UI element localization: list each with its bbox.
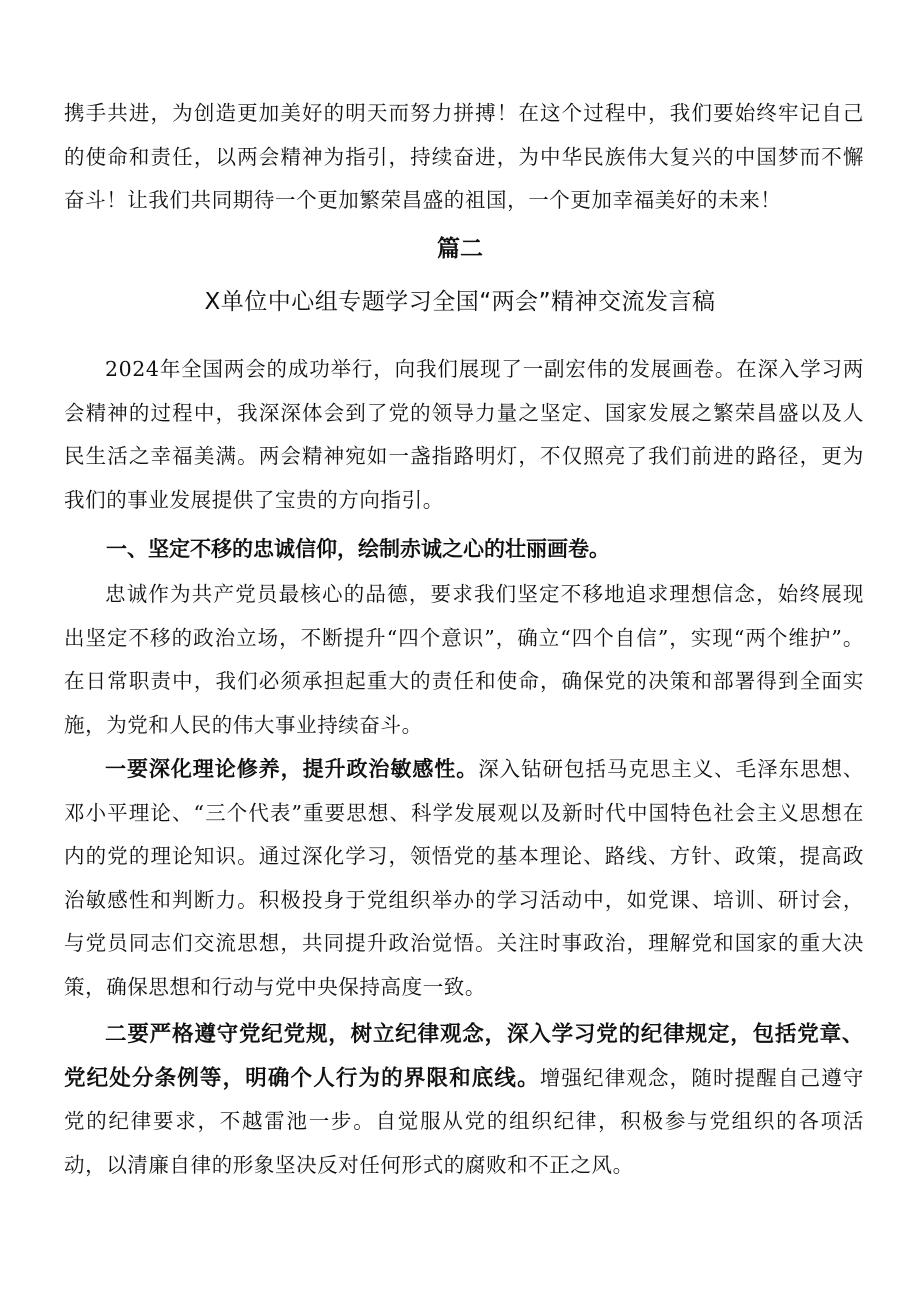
- point-2-body: 增强纪律观念，随时提醒自己遵守党的纪律要求，不越雷池一步。自觉服从党的组织纪律，积极参与党组织的各项活动，以清廉自律的形象坚决反对任何形式的腐败和不正之风。: [64, 1065, 865, 1177]
- point-2-paragraph: [64, 1013, 864, 1187]
- loyalty-paragraph: [64, 573, 864, 747]
- part-label: 篇二: [437, 236, 483, 262]
- document-title: X单位中心组专题学习全国“两会”精神交流发言稿: [204, 289, 716, 315]
- point-2-lead: 二要严格遵守党纪党规，树立纪律观念，深入学习党的纪律规定，包括党章、党纪处分条例等，明确个人行为的界限和底线。: [64, 1022, 864, 1091]
- opening-paragraph: [64, 348, 864, 522]
- opening-text: 2024年全国两会的成功举行，向我们展现了一副宏伟的发展画卷。在深入学习两会精神的过程中，我深深体会到了党的领导力量之坚定、国家发展之繁荣昌盛以及人民生活之幸福美满。两会精神宛如一盏指路明灯，不仅照亮了我们前进的路径，更为我们的事业发展提供了宝贵的方向指引。: [64, 357, 864, 512]
- intro-text: 携手共进，为创造更加美好的明天而努力拼搏！在这个过程中，我们要始终牢记自己的使命和责任，以两会精神为指引，持续奋进，为中华民族伟大复兴的中国梦而不懈奋斗！让我们共同期待一个更加繁荣昌盛的祖国，一个更加幸福美好的未来！: [64, 101, 864, 212]
- section-1-heading: 一、坚定不移的忠诚信仰，绘制赤诚之心的壮丽画卷。: [106, 537, 610, 561]
- loyalty-text: 忠诚作为共产党员最核心的品德，要求我们坚定不移地追求理想信念，始终展现出坚定不移的政治立场，不断提升“四个意识”，确立“四个自信”，实现“两个维护”。在日常职责中，我们必须承担起重大的责任和使命，确保党的决策和部署得到全面实施，为党和人民的伟大事业持续奋斗。: [64, 582, 864, 737]
- point-1-paragraph: [64, 748, 864, 1009]
- intro-paragraph: [64, 92, 864, 223]
- point-1-body: 深入钻研包括马克思主义、毛泽东思想、邓小平理论、“三个代表”重要思想、科学发展观以及新时代中国特色社会主义思想在内的党的理论知识。通过深化学习，领悟党的基本理论、路线、方针、政策，提高政治敏感性和判断力。积极投身于党组织举办的学习活动中，如党课、培训、研讨会，与党员同志们交流思想，共同提升政治觉悟。关注时事政治，理解党和国家的重大决策，确保思想和行动与党中央保持高度一致。: [64, 757, 864, 999]
- point-1-lead: 一要深化理论修养，提升政治敏感性。: [105, 757, 479, 781]
